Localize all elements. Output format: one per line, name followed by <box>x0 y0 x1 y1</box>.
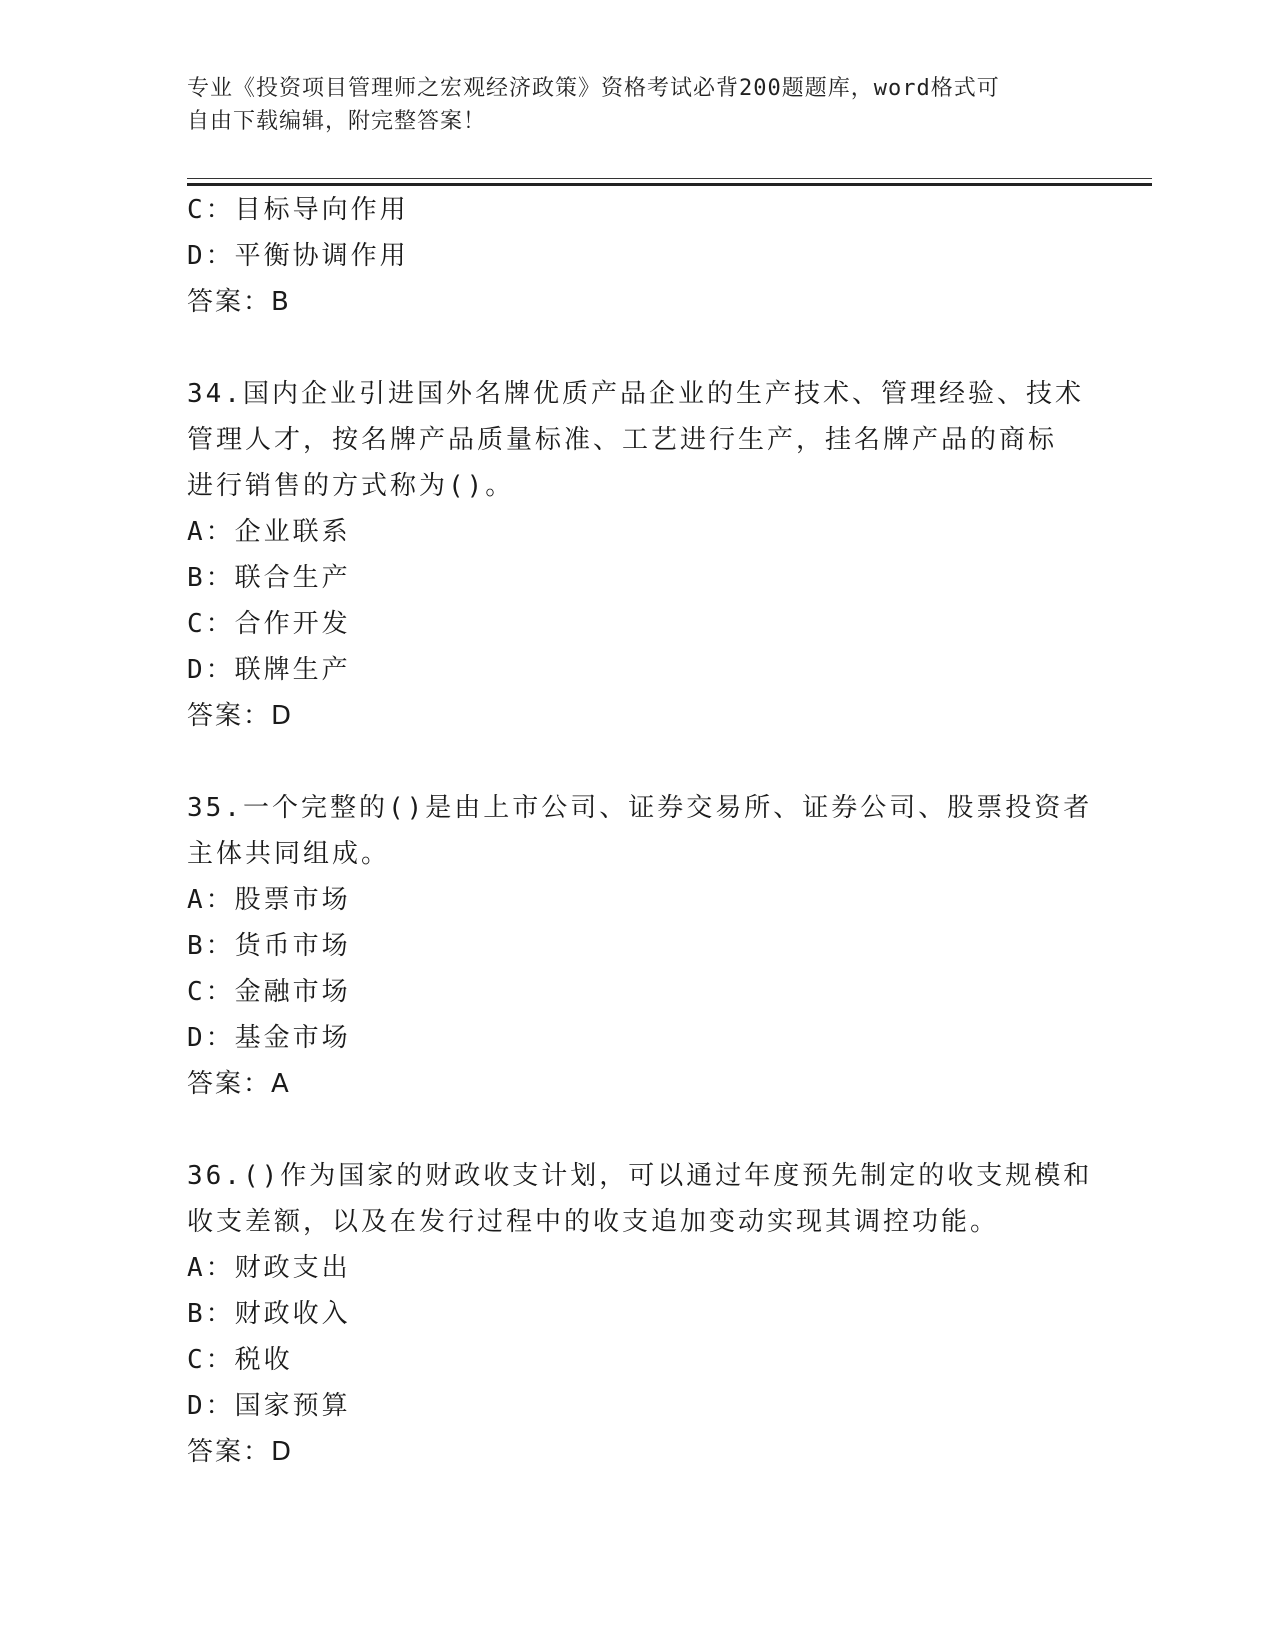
answer-line: 答案：A <box>187 1069 291 1099</box>
answer-line: 答案：D <box>187 1437 294 1467</box>
option-b: B：联合生产 <box>187 563 351 593</box>
document-header <box>187 72 1067 138</box>
question-text-line: 管理人才，按名牌产品质量标准、工艺进行生产，挂名牌产品的商标 <box>187 425 1058 455</box>
answer-line: 答案：D <box>187 701 294 731</box>
option-d: D：基金市场 <box>187 1023 351 1053</box>
option-c: C：税收 <box>187 1345 293 1375</box>
option-b: B：财政收入 <box>187 1299 351 1329</box>
option-c: C：金融市场 <box>187 977 351 1007</box>
question-35 <box>187 785 1093 1107</box>
header-rule-thin <box>187 178 1152 179</box>
option-a: A：企业联系 <box>187 517 351 547</box>
option-a: A：股票市场 <box>187 885 351 915</box>
question-list <box>187 187 1093 1475</box>
question-text-line: 36.()作为国家的财政收支计划，可以通过年度预先制定的收支规模和 <box>187 1161 1093 1191</box>
option-c: C：目标导向作用 <box>187 195 409 225</box>
option-d: D：平衡协调作用 <box>187 241 409 271</box>
option-c: C：合作开发 <box>187 609 351 639</box>
header-line-1: 专业《投资项目管理师之宏观经济政策》资格考试必背200题题库，word格式可 <box>187 76 1000 101</box>
option-d: D：国家预算 <box>187 1391 351 1421</box>
question-text-line: 进行销售的方式称为()。 <box>187 471 515 501</box>
question-text-line: 35.一个完整的()是由上市公司、证券交易所、证券公司、股票投资者 <box>187 793 1093 823</box>
question-text-line: 34.国内企业引进国外名牌优质产品企业的生产技术、管理经验、技术 <box>187 379 1084 409</box>
question-34 <box>187 371 1087 739</box>
answer-line: 答案：B <box>187 287 291 317</box>
question-text-line: 收支差额，以及在发行过程中的收支追加变动实现其调控功能。 <box>187 1207 1000 1237</box>
header-line-2: 自由下载编辑，附完整答案！ <box>187 109 487 134</box>
option-d: D：联牌生产 <box>187 655 351 685</box>
option-b: B：货币市场 <box>187 931 351 961</box>
header-rule-thick <box>187 183 1152 186</box>
question-36 <box>187 1153 1093 1475</box>
prev-question-tail <box>187 187 1087 325</box>
question-text-line: 主体共同组成。 <box>187 839 391 869</box>
option-a: A：财政支出 <box>187 1253 351 1283</box>
